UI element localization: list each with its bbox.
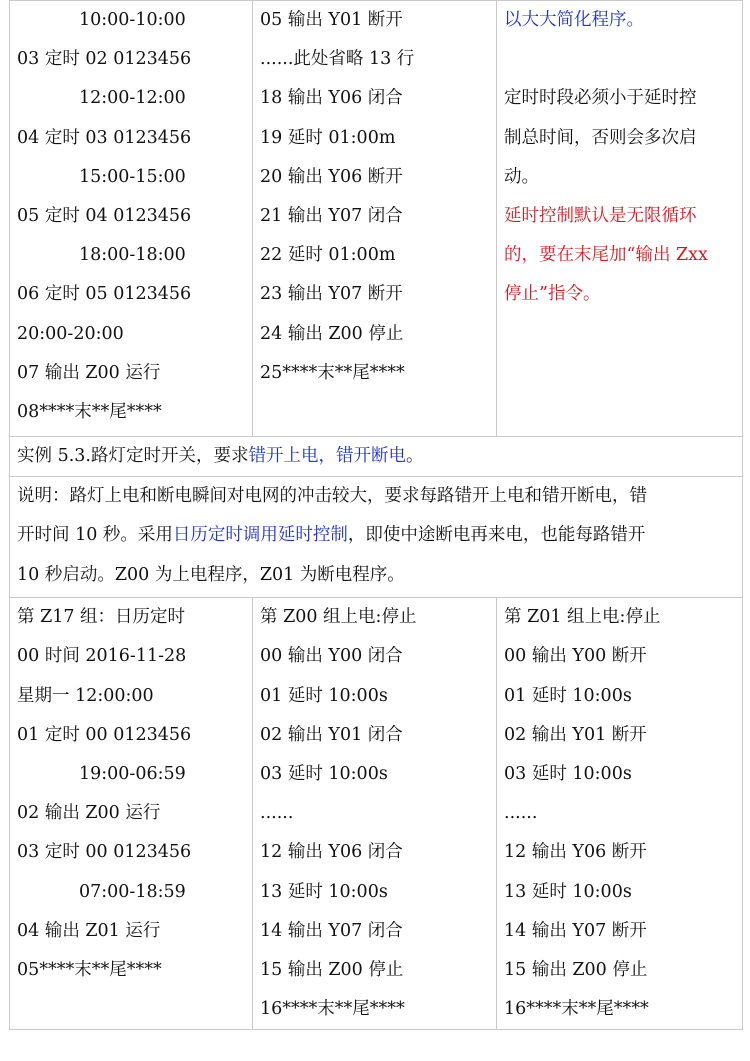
example-cell [10, 437, 743, 477]
program-line: 12:00-12:00 [79, 88, 186, 109]
program-line: 22 延时 01:00m [260, 245, 396, 266]
top-col1 [10, 1, 253, 437]
program-line: 05 定时 04 0123456 [17, 205, 192, 226]
note-line: 制总时间，否则会多次启 [504, 127, 697, 148]
program-line: 第 Z01 组上电:停止 [504, 607, 661, 628]
program-line: 18 输出 Y06 闭合 [260, 88, 403, 109]
program-line: 07:00-18:59 [79, 881, 186, 902]
program-line: 01 延时 10:00s [504, 685, 632, 706]
note-red: 的，要在末尾加“输出 Zxx [504, 245, 708, 266]
note-spacer [504, 40, 742, 79]
program-line: 20:00-20:00 [17, 323, 124, 344]
program-line: 21 输出 Y07 闭合 [260, 205, 403, 226]
explanation-cell [10, 477, 743, 598]
program-line: 00 输出 Y00 闭合 [260, 646, 403, 667]
document-table [9, 0, 743, 1030]
program-line: 03 定时 02 0123456 [17, 49, 192, 70]
program-line: 19:00-06:59 [79, 763, 186, 784]
program-line: 12 输出 Y06 断开 [504, 842, 647, 863]
program-line: 08****末**尾**** [17, 401, 162, 422]
explanation-line: 10 秒启动。Z00 为上电程序，Z01 为断电程序。 [17, 564, 405, 585]
program-line: 星期一 12:00:00 [17, 685, 154, 706]
program-line: 06 定时 05 0123456 [17, 284, 192, 305]
program-line: 第 Z17 组：日历定时 [17, 607, 186, 628]
program-line: 13 延时 10:00s [260, 881, 388, 902]
program-line: 00 输出 Y00 断开 [504, 646, 647, 667]
note-red: 延时控制默认是无限循环 [504, 205, 697, 226]
bottom-col2 [253, 598, 497, 1030]
top-col2 [253, 1, 497, 437]
explanation-row [10, 477, 743, 598]
program-line: 05****末**尾**** [17, 959, 162, 980]
program-line: ......此处省略 13 行 [260, 49, 415, 70]
program-line: ...... [260, 803, 294, 824]
program-line: 18:00-18:00 [79, 245, 186, 266]
bottom-col1 [10, 598, 253, 1030]
program-line: 15 输出 Z00 停止 [260, 959, 404, 980]
explanation-text: 开时间 10 秒。采用 [17, 525, 173, 546]
program-line: 01 定时 00 0123456 [17, 724, 192, 745]
program-line: 03 延时 10:00s [504, 763, 632, 784]
program-line: 15:00-15:00 [79, 166, 186, 187]
explanation-highlight: 日历定时调用延时控制 [172, 525, 348, 546]
top-col3-notes [497, 1, 743, 437]
program-line: 02 输出 Y01 闭合 [260, 724, 403, 745]
program-line: 25****末**尾**** [260, 362, 405, 383]
program-line: 02 输出 Z00 运行 [17, 803, 161, 824]
program-line: 16****末**尾**** [260, 999, 405, 1020]
program-line: 15 输出 Z00 停止 [504, 959, 648, 980]
program-line: 10:00-10:00 [79, 10, 186, 30]
program-line: 第 Z00 组上电:停止 [260, 607, 417, 628]
note-line: 定时时段必须小于延时控 [504, 88, 697, 109]
program-line: 14 输出 Y07 闭合 [260, 920, 403, 941]
example-row [10, 437, 743, 477]
program-line: 04 输出 Z01 运行 [17, 920, 161, 941]
program-line: 02 输出 Y01 断开 [504, 724, 647, 745]
program-line: 04 定时 03 0123456 [17, 127, 192, 148]
example-heading [17, 437, 742, 476]
program-line: 20 输出 Y06 断开 [260, 166, 403, 187]
example-suffix: 。 [405, 446, 424, 466]
note-blue: 以大大简化程序。 [504, 10, 644, 30]
program-line: 03 定时 00 0123456 [17, 842, 192, 863]
program-line: 19 延时 01:00m [260, 127, 396, 148]
note-line: 动。 [504, 166, 539, 187]
explanation-line: 说明：路灯上电和断电瞬间对电网的冲击较大，要求每路错开上电和错开断电，错 [17, 486, 647, 507]
program-line: 12 输出 Y06 闭合 [260, 842, 403, 863]
program-line: 00 时间 2016-11-28 [17, 646, 187, 667]
program-line: 01 延时 10:00s [260, 685, 388, 706]
program-line: 24 输出 Z00 停止 [260, 323, 404, 344]
program-line: 23 输出 Y07 断开 [260, 284, 403, 305]
explanation-text: ，即使中途断电再来电，也能每路错开 [347, 525, 646, 546]
explanation-line [17, 516, 742, 555]
program-line: 05 输出 Y01 断开 [260, 10, 403, 30]
program-line: 16****末**尾**** [504, 999, 649, 1020]
program-line: 14 输出 Y07 断开 [504, 920, 647, 941]
bottom-row [10, 598, 743, 1030]
example-prefix: 实例 5.3.路灯定时开关，要求 [17, 446, 249, 466]
example-highlight: 错开上电，错开断电 [248, 446, 406, 466]
program-line: 03 延时 10:00s [260, 763, 388, 784]
program-line: 13 延时 10:00s [504, 881, 632, 902]
program-line: ...... [504, 803, 538, 824]
note-red: 停止”指令。 [504, 284, 601, 305]
top-row [10, 1, 743, 437]
program-line: 07 输出 Z00 运行 [17, 362, 161, 383]
bottom-col3 [497, 598, 743, 1030]
